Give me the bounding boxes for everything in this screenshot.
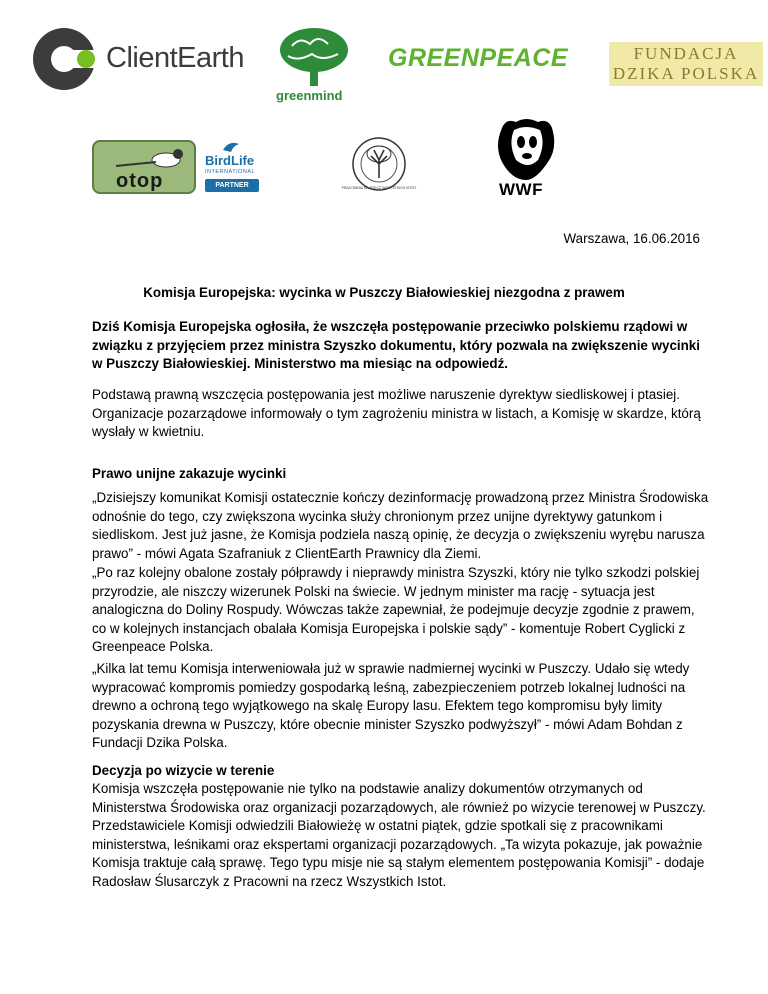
section-heading-eu-law: Prawo unijne zakazuje wycinki [92, 466, 287, 481]
section-heading-field-visit: Decyzja po wizycie w terenie [92, 763, 275, 778]
wwf-logo [494, 114, 560, 200]
document-title: Komisja Europejska: wycinka w Puszczy Białowieskiej niezgodna z prawem [143, 285, 625, 300]
dzika-polska-line1: FUNDACJA [633, 44, 739, 63]
quote-clientearth: „Dzisiejszy komunikat Komisji ostatecznie kończy dezinformację prowadzoną przez Ministra Środowiska odnośnie do tego, czy zwiększona wycinka służy chronionym przez unijne dyrektywy gatunkom i siedliskom. Jest już jasne, że Komisja podziela naszą opinię, że decyzja o zwiększeniu wyrębu narusza prawo” - mówi Agata Szafraniuk z ClientEarth Prawnicy dla Ziemi. [92, 490, 709, 561]
panda-icon [494, 114, 560, 182]
document-date: Warszawa, 16.06.2016 [563, 231, 700, 246]
wwf-wordmark: WWF [499, 180, 543, 199]
paragraph-field-visit: Komisja wszczęła postępowanie nie tylko na podstawie analizy dokumentów otrzymanych od Ministerstwa Środowiska oraz organizacji pozarządowych, ale również po wizycie terenowej w Puszczy. Przedstawiciele Komisji odwiedzili Białowieżę w ostatni piątek, gdzie spotkali się z pracownikami ministerstwa, leśnikami oraz ekspertami organizacji pozarządowych. „Ta wizyta pokazuje, jak poważnie Komisja traktuje całą sprawę. Tego typu misje nie są stałym elementem postępowania Komisji” - dodaje Radosław Ślusarczyk z Pracowni na rzecz Wszystkich Istot. [92, 781, 706, 889]
birdlife-international: INTERNATIONAL [205, 169, 256, 175]
birdlife-bird-icon [221, 140, 241, 154]
paragraph-legal-basis: Podstawą prawną wszczęcia postępowania jest możliwe naruszenie dyrektyw siedliskowej i ptasiej. Organizacje pozarządowe informowały o tym zagrożeniu ministra w listach, a Komisję w skardze, którą wysłały w kwietniu. [92, 387, 701, 440]
greenpeace-logo: GREENPEACE [388, 44, 569, 72]
greenmind-wordmark: greenmind [276, 88, 343, 103]
dzika-polska-logo [609, 42, 763, 86]
lead-paragraph: Dziś Komisja Europejska ogłosiła, że wszczęła postępowanie przeciwko polskiemu rządowi w związku z przyjęciem przez ministra Szyszko dokumentu, który pozwala na zwiększenie wycinki w Puszczy Białowieskiej. Ministerstwo ma miesiąc na odpowiedź. [92, 319, 700, 372]
quote-greenpeace: „Po raz kolejny obalone zostały półprawdy i nieprawdy ministra Szyszki, który nie tylko szkodzi polskiej przyrodzie, ale niszczy wizerunek Polski na świecie. W jednym minister ma rację - sytuacja jest analogiczna do Doliny Rospudy. Wówczas także zapewniał, że podejmuje decyzje zgodnie z prawem, co w kolejnych instancjach obalała Komisja Europejska i polskie sądy” - komentuje Robert Cyglicki z Greenpeace Polska. [92, 565, 700, 655]
otop-logo [92, 140, 196, 194]
greenmind-logo [270, 26, 358, 106]
otop-wordmark: otop [116, 170, 164, 192]
brain-tree-icon [270, 26, 358, 88]
birdlife-partner-badge: PARTNER [205, 179, 259, 192]
dzika-polska-line2: DZIKA POLSKA [612, 64, 760, 83]
quote-dzika-polska: „Kilka lat temu Komisja interweniowała już w sprawie nadmiernej wycinki w Puszczy. Udało się wtedy wypracować kompromis pomiedzy gospodarką leśną, zabezpieczeniem potrzeb lokalnej ludności na drewno a ochroną tego wyjątkowego na skalę Europy lasu. Efektem tego kompromisu były limity pozyskania drewna w Puszczy, które obecnie minister Szyszko podwyższył” - mówi Adam Bohdan z Fundacji Dzika Polska. [92, 661, 690, 751]
clientearth-logo [30, 24, 245, 94]
birdlife-logo [203, 140, 261, 194]
clientearth-wordmark: ClientEarth [106, 42, 244, 74]
pracownia-name: PRACOWNIA NA RZECZ WSZYSTKICH ISTOT [341, 186, 417, 190]
pracownia-logo [340, 130, 418, 194]
birdlife-name: BirdLife [205, 153, 255, 168]
pracownia-tree-seal-icon [340, 130, 418, 194]
